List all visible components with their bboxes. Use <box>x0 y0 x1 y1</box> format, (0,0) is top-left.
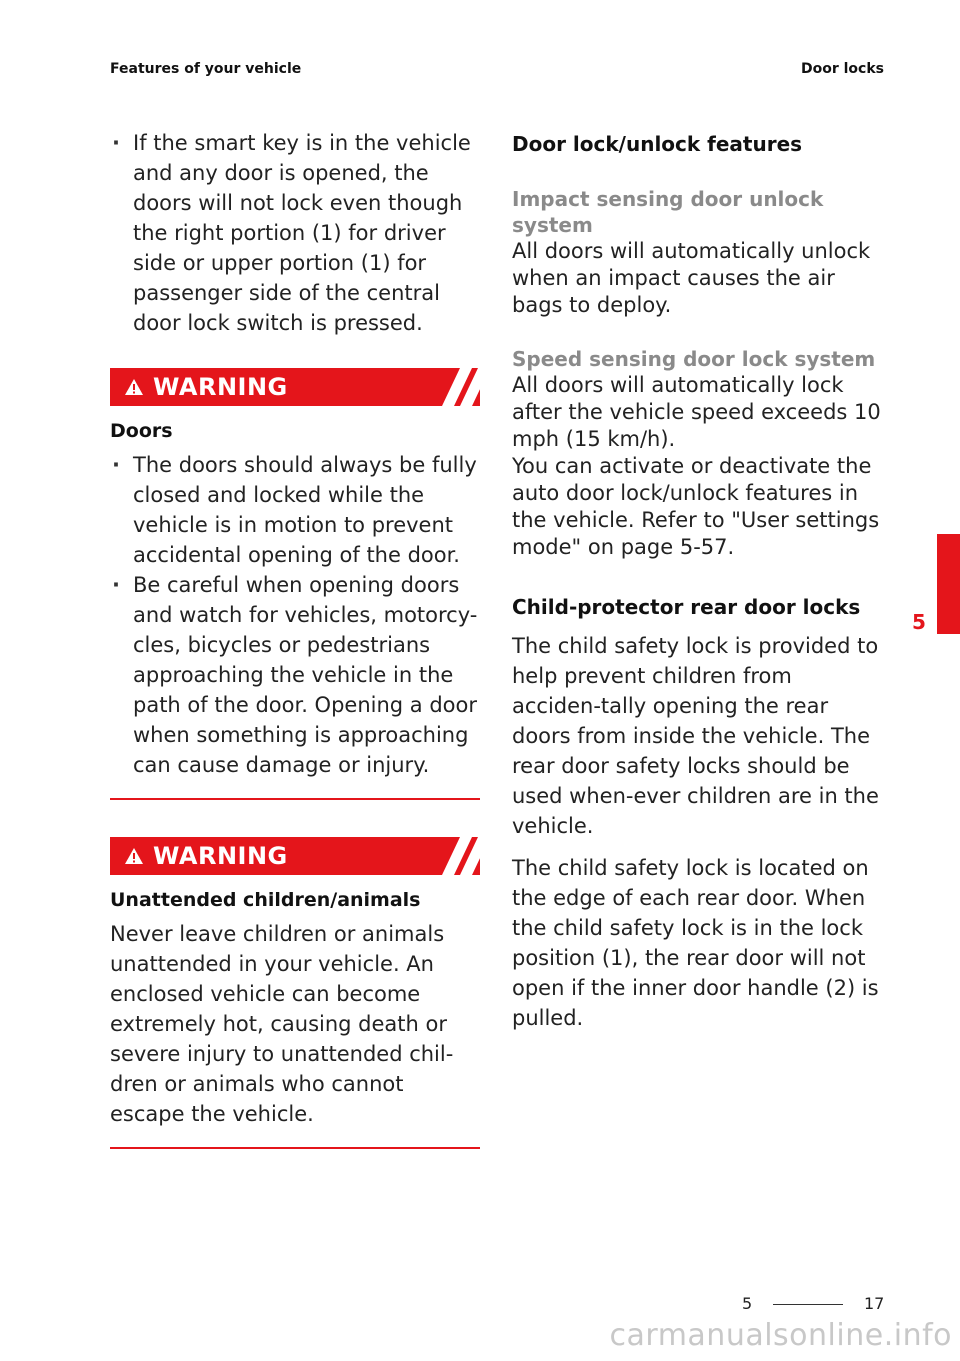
warning-stripes <box>420 837 480 875</box>
warning-label: WARNING <box>153 373 288 401</box>
chapter-tab-number: 5 <box>912 610 926 634</box>
footer-page-number: 17 <box>864 1294 885 1313</box>
footer-chapter: 5 <box>742 1294 753 1313</box>
left-column <box>110 128 480 1149</box>
right-column <box>512 128 882 1033</box>
running-header-topic: Door locks <box>801 61 884 77</box>
warning-end-rule <box>110 1147 480 1149</box>
warning-text-children: Never leave children or animals unattended in your vehicle. An enclosed vehicle can become extremely hot, causing death or severe injury to unattended chil-dren or animals who cannot escape the vehicle. <box>110 922 454 1126</box>
child-protector-paragraph-2: The child safety lock is located on the edge of each rear door. When the child safety lock is in the lock position (1), the rear door will not open if the inner door handle (2) is pulled. <box>512 856 879 1030</box>
section-title: Door lock/unlock features <box>512 132 803 156</box>
speed-sensing-title: Speed sensing door lock system <box>512 347 876 371</box>
warning-title-doors: Doors <box>110 420 173 442</box>
chapter-tab <box>937 534 960 634</box>
impact-sensing-text: All doors will automatically unlock when an impact causes the air bags to deploy. <box>512 239 871 317</box>
warning-banner-children <box>110 837 480 875</box>
intro-bullet: · If the smart key is in the vehicle and any door is opened, the doors will not lock even though the right portion (1) for driver side or upper portion (1) for passenger side of the central door lock switch is pressed. <box>110 128 480 338</box>
footer-divider <box>773 1304 843 1305</box>
warning-banner-doors <box>110 368 480 406</box>
child-protector-title: Child-protector rear door locks <box>512 595 861 619</box>
running-header-section: Features of your vehicle <box>110 61 302 77</box>
warning-bullet-2: · Be careful when opening doors and watch for vehicles, motorcy-cles, bicycles or pedestrians approaching the vehicle in the path of the door. Opening a door when something is approaching can cause damage or injury. <box>110 570 480 780</box>
warning-triangle-icon <box>124 378 144 396</box>
warning-label: WARNING <box>153 842 288 870</box>
speed-sensing-text-2: You can activate or deactivate the auto door lock/unlock features in the vehicle. Refer to "User settings mode" on page 5-57. <box>512 454 880 559</box>
warning-title-children: Unattended children/animals <box>110 889 421 911</box>
warning-triangle-icon <box>124 847 144 865</box>
warning-stripes <box>420 368 480 406</box>
speed-sensing-text-1: All doors will automatically lock after the vehicle speed exceeds 10 mph (15 km/h). <box>512 373 881 451</box>
warning-bullet-1: · The doors should always be fully closed and locked while the vehicle is in motion to prevent accidental opening of the door. <box>110 450 480 570</box>
watermark: carmanualsonline.info <box>609 1318 952 1353</box>
child-protector-paragraph-1: The child safety lock is provided to help prevent children from acciden-tally opening the rear doors from inside the vehicle. The rear door safety locks should be used when-ever children are in the vehicle. <box>512 634 879 838</box>
impact-sensing-title: Impact sensing door unlock system <box>512 187 824 237</box>
